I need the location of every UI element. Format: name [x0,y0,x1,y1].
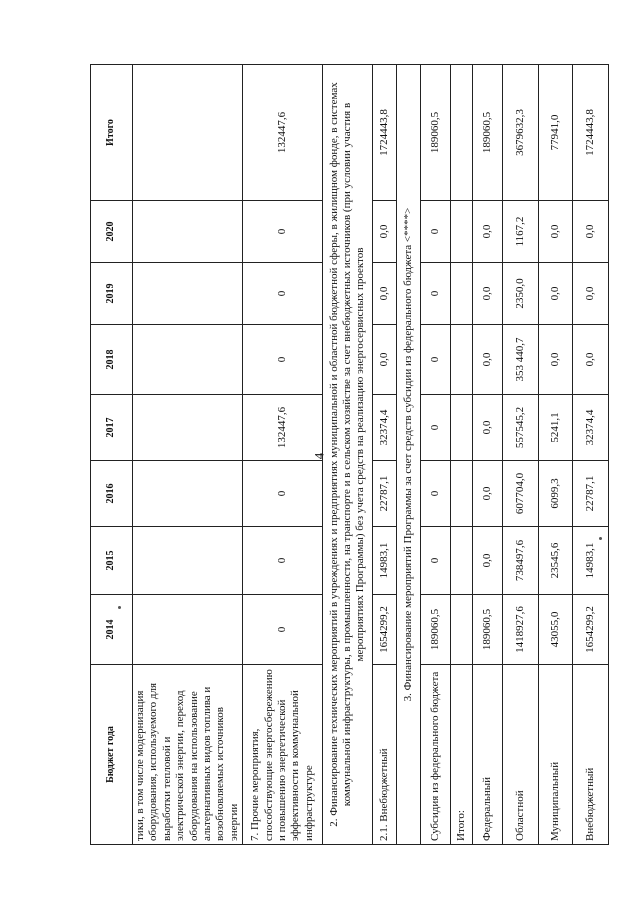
header-cell: 2018 [91,325,133,395]
table-row [243,65,323,845]
table-cell: 0,0 [539,325,573,395]
table-cell: 557545,2 [503,395,539,461]
table-cell: 5241,1 [539,395,573,461]
table-cell: 3679632,3 [503,65,539,201]
table-cell: 0 [243,527,323,595]
table-cell: 1724443,8 [373,65,397,201]
row-label: Федеральный [473,665,503,845]
section-row [397,65,421,845]
row-label: Муниципальный [539,665,573,845]
table-row [473,65,503,845]
row-label: Областной [503,665,539,845]
table-cell: 0,0 [473,461,503,527]
table-cell: 77941,0 [539,65,573,201]
table-cell: 14983,1 [573,527,609,595]
total-label: Итого: [451,665,473,845]
table-cell: 0,0 [539,263,573,325]
header-cell: 2019 [91,263,133,325]
header-cell: 2014 [91,595,133,665]
table-cell: 1654299,2 [373,595,397,665]
section-heading: 3. Финансирование мероприятий Программы за счет средств субсидии из федерального бюджета <****> [397,65,421,845]
table-cell [133,527,243,595]
table-cell: 189060,5 [421,65,451,201]
table-cell: 0,0 [573,263,609,325]
header-cell: 2016 [91,461,133,527]
row-label: Внебюджетный [573,665,609,845]
table-cell: 22787,1 [373,461,397,527]
table-cell: 0,0 [373,201,397,263]
table-cell: 0,0 [373,263,397,325]
table-row [573,65,609,845]
table-cell: 0 [421,527,451,595]
table-cell: 0,0 [539,201,573,263]
table-cell: 0,0 [473,201,503,263]
table-cell: 132447,6 [243,395,323,461]
table-cell: 0 [243,595,323,665]
table-cell: 0 [421,325,451,395]
table-cell: 23545,6 [539,527,573,595]
table-cell: 0,0 [473,395,503,461]
budget-table [90,64,609,845]
row-label: 2.1. Внебюджетный [373,665,397,845]
table-cell: 32374,4 [373,395,397,461]
header-cell: 2020 [91,201,133,263]
table-cell: 0,0 [473,263,503,325]
table-cell: 0,0 [573,201,609,263]
table-cell [133,461,243,527]
row-label: 7. Прочие мероприятия, способствующие энергосбережению и повышению энергетической эффективности в коммунальной инфраструктуре [243,665,323,845]
table-cell: 738497,6 [503,527,539,595]
table-cell: 2350,0 [503,263,539,325]
table-cell: 0 [243,263,323,325]
header-cell: Бюджет года [91,665,133,845]
table-cell: 1724443,8 [573,65,609,201]
row-label: тики, в том числе модернизация оборудования, используемого для выработки тепловой и электрической энергии, переход оборудования на использование альтернативных видов топлива и возобновляемых источников энергии [133,665,243,845]
table-cell: 132447,6 [243,65,323,201]
budget-table-rotated [90,65,597,845]
table-cell: 43055,0 [539,595,573,665]
table-cell: 6099,3 [539,461,573,527]
table-cell: 22787,1 [573,461,609,527]
table-row [133,65,243,845]
table-cell [133,395,243,461]
table-cell: 0,0 [373,325,397,395]
table-cell: 0,0 [473,325,503,395]
table-cell: 0,0 [473,527,503,595]
table-row [503,65,539,845]
table-row [421,65,451,845]
table-cell: 0 [421,395,451,461]
table-cell: 1167,2 [503,201,539,263]
table-row [373,65,397,845]
table-cell: 0 [243,201,323,263]
table-cell [133,201,243,263]
table-cell: 1654299,2 [573,595,609,665]
table-cell: 189060,5 [473,65,503,201]
table-cell [133,595,243,665]
header-cell: 2017 [91,395,133,461]
table-cell: 607704,0 [503,461,539,527]
table-cell [133,325,243,395]
row-label: Субсидия из федерального бюджета [421,665,451,845]
header-row [91,65,133,845]
header-cell: Итого [91,65,133,201]
table-cell: 0 [421,201,451,263]
table-cell [133,65,243,201]
table-cell: 353 440,7 [503,325,539,395]
table-cell: 32374,4 [573,395,609,461]
page-number: 4 [311,452,327,460]
header-cell: 2015 [91,527,133,595]
table-cell: 0 [421,461,451,527]
table-cell: 0,0 [573,325,609,395]
table-cell: 0 [421,263,451,325]
table-cell: 1418927,6 [503,595,539,665]
table-cell: 189060,5 [473,595,503,665]
total-row [451,65,473,845]
table-row [539,65,573,845]
table-cell [133,263,243,325]
table-cell: 189060,5 [421,595,451,665]
table-cell: 14983,1 [373,527,397,595]
section-row [323,65,373,845]
table-cell: 0 [243,325,323,395]
section-heading: 2. Финансирование технических мероприятий в учреждениях и предприятиях муниципальной и областной бюджетной сферы, в жилищном фонде, в системах коммунальной инфраструктуры, в промышленности, на транспорте и в сельском хозяйстве за счет внебюджетных источников (при условии участия в мероприятиях Программы) без учета средств на реализацию энергосервисных проектов [323,65,373,845]
table-cell: 0 [243,461,323,527]
